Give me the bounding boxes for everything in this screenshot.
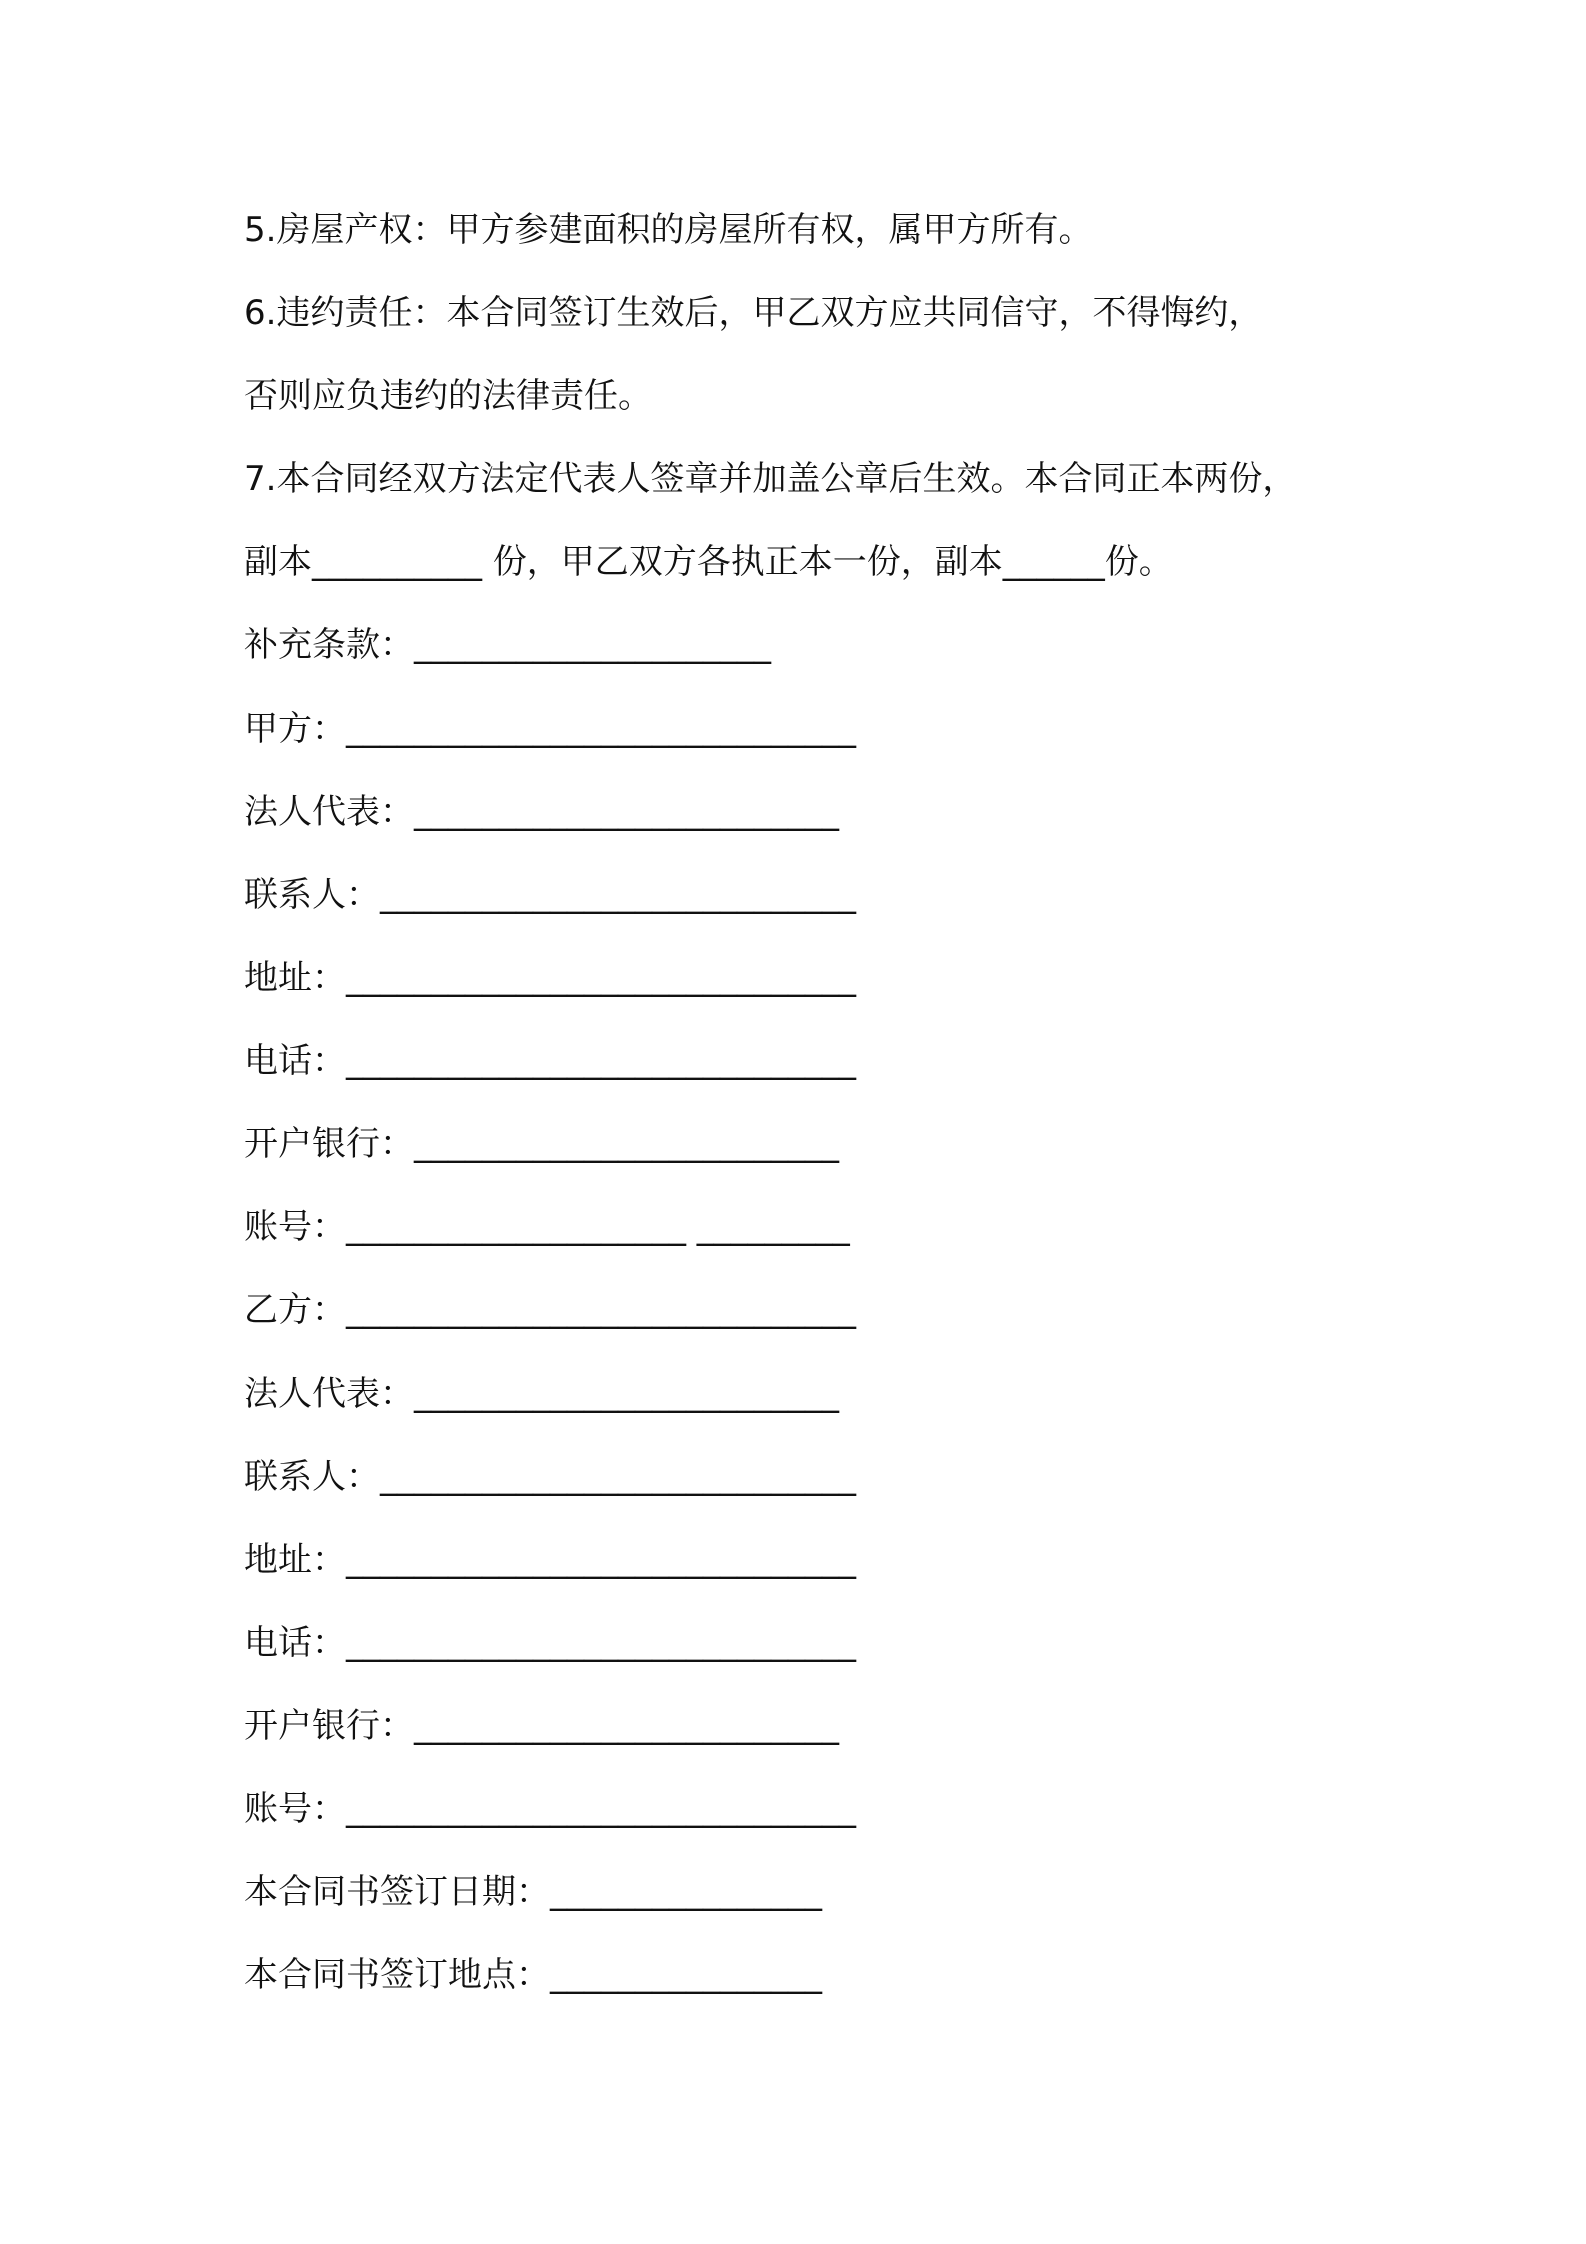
party-b-legal-rep-field: 法人代表：_________________________ [244,1374,839,1414]
signing-date-field: 本合同书签订日期：________________ [244,1872,822,1912]
party-b-account-field: 账号：______________________________ [244,1789,856,1829]
clause-5-property-rights: 5.房屋产权：甲方参建面积的房屋所有权，属甲方所有。 [244,210,1093,250]
signing-place-field: 本合同书签订地点：________________ [244,1955,822,1995]
clause-7-effectiveness: 7.本合同经双方法定代表人签章并加盖公章后生效。本合同正本两份， [244,459,1297,499]
party-a-field: 甲方：______________________________ [244,709,856,749]
party-b-address-field: 地址：______________________________ [244,1540,856,1580]
clause-6-breach-liability: 6.违约责任：本合同签订生效后，甲乙双方应共同信守，不得悔约， [244,293,1263,333]
party-b-contact-field: 联系人：____________________________ [244,1457,856,1497]
party-a-phone-field: 电话：______________________________ [244,1041,856,1081]
supplementary-terms-field: 补充条款：_____________________ [244,625,771,665]
party-a-account-field: 账号：____________________ _________ [244,1207,850,1247]
party-a-legal-rep-field: 法人代表：_________________________ [244,792,839,832]
party-a-address-field: 地址：______________________________ [244,958,856,998]
party-a-contact-field: 联系人：____________________________ [244,875,856,915]
party-a-bank-field: 开户银行：_________________________ [244,1124,839,1164]
party-b-phone-field: 电话：______________________________ [244,1623,856,1663]
party-b-bank-field: 开户银行：_________________________ [244,1706,839,1746]
clause-7-copies: 副本__________ 份，甲乙双方各执正本一份，副本______份。 [244,542,1173,582]
party-b-field: 乙方：______________________________ [244,1290,856,1330]
clause-6-breach-liability-cont: 否则应负违约的法律责任。 [244,376,652,416]
